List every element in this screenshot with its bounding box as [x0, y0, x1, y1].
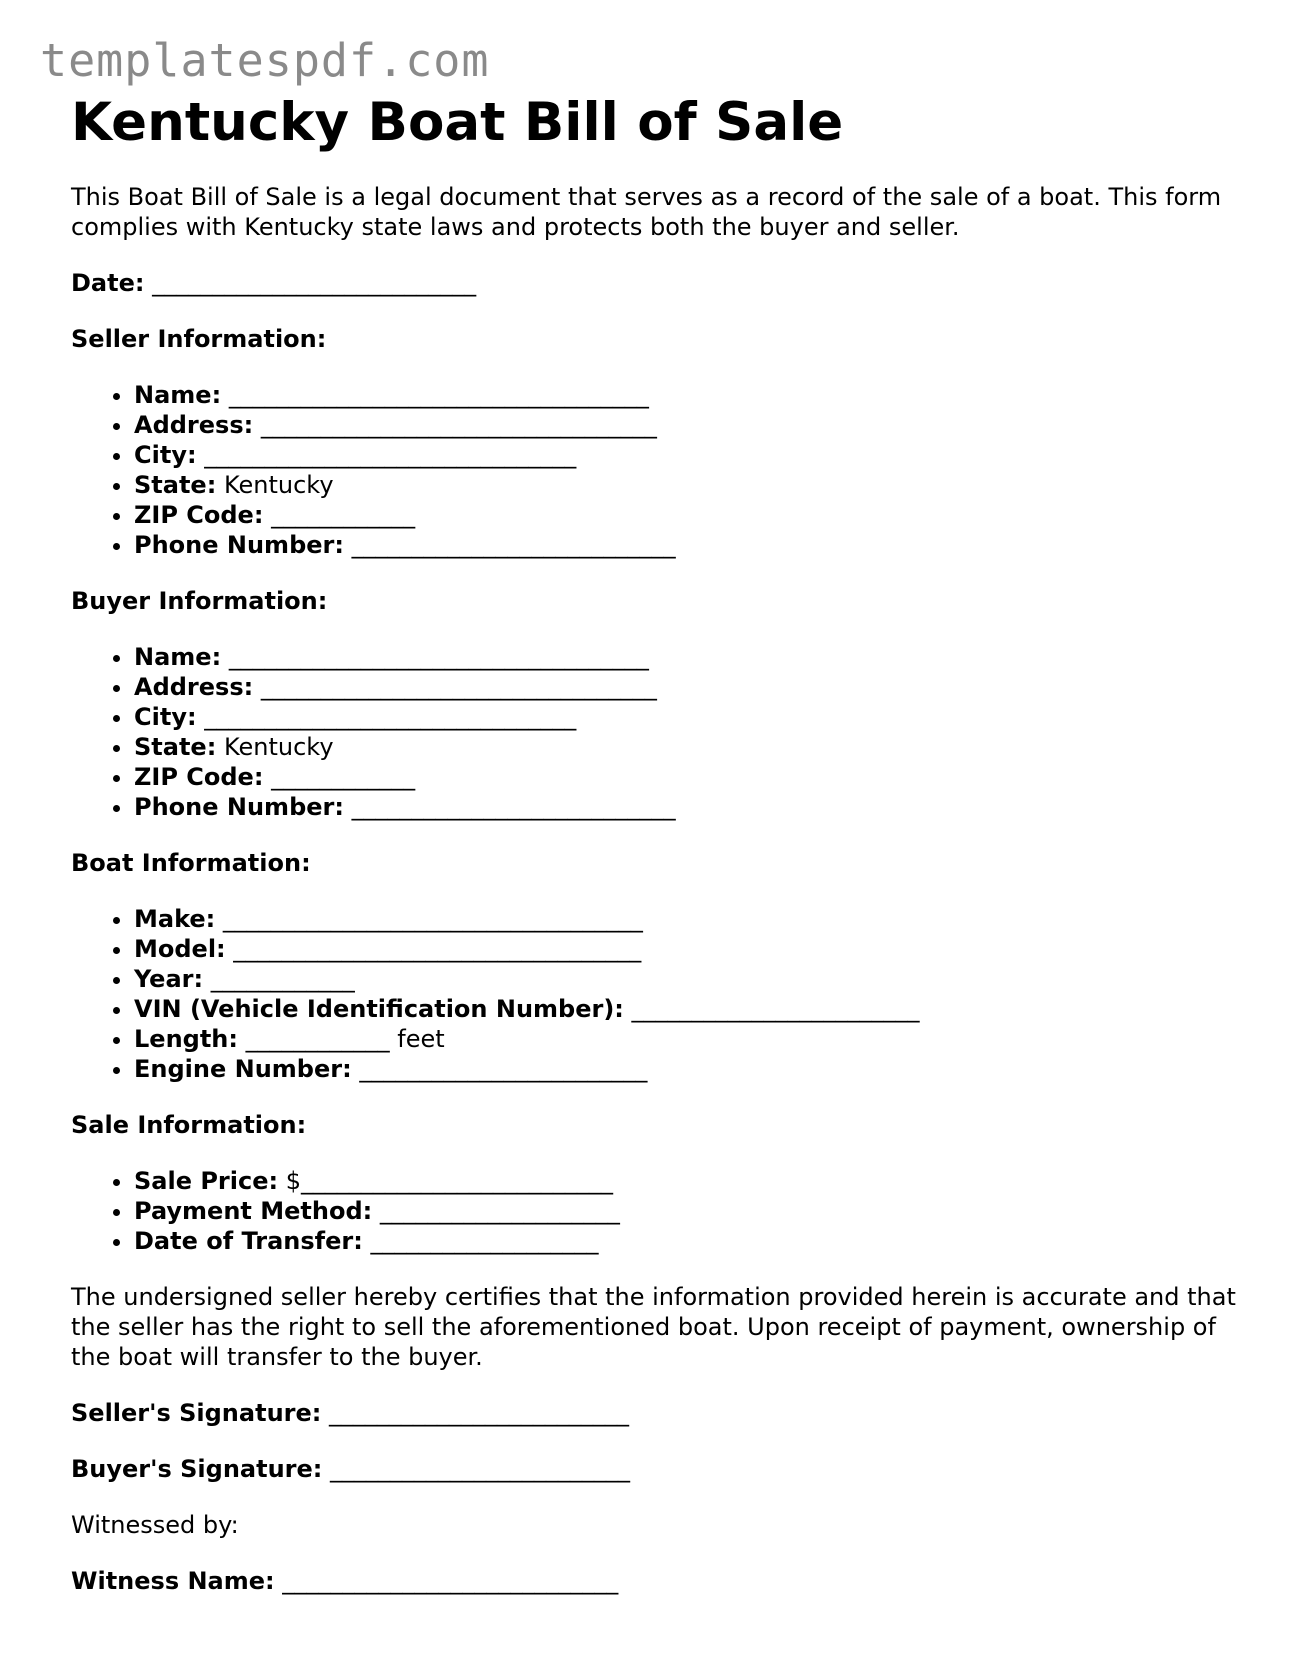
buyer-name-field[interactable]	[134, 642, 1251, 672]
sale-price-field[interactable]	[134, 1166, 1251, 1196]
field-blank[interactable]: _________________________________	[260, 411, 657, 439]
date-of-transfer-field[interactable]	[134, 1226, 1251, 1256]
field-label: Sale Price:	[134, 1167, 279, 1195]
field-value: Kentucky	[223, 471, 334, 499]
buyer-zip-field[interactable]	[134, 762, 1251, 792]
field-label: ZIP Code:	[134, 501, 264, 529]
field-label: State:	[134, 733, 217, 761]
field-label: Make:	[134, 905, 216, 933]
seller-section-title: Seller Information:	[71, 325, 327, 353]
seller-address-field[interactable]	[134, 410, 1251, 440]
field-blank[interactable]: ____________	[210, 965, 355, 993]
date-label: Date:	[71, 269, 145, 297]
field-blank[interactable]: _______________________________	[204, 441, 577, 469]
field-label: State:	[134, 471, 217, 499]
field-blank[interactable]: _______________________________	[204, 703, 577, 731]
field-label: Phone Number:	[134, 531, 344, 559]
field-label: Address:	[134, 411, 254, 439]
date-blank[interactable]: ___________________________	[152, 269, 477, 297]
field-blank[interactable]: $__________________________	[285, 1167, 614, 1195]
field-blank[interactable]: ___________________________	[351, 531, 676, 559]
field-label: Length:	[134, 1025, 238, 1053]
seller-city-field[interactable]	[134, 440, 1251, 470]
buyer-signature-label: Buyer's Signature:	[71, 1455, 323, 1483]
field-label: Name:	[134, 643, 222, 671]
field-blank[interactable]: ___________________________________	[228, 381, 649, 409]
field-label: City:	[134, 703, 197, 731]
field-blank[interactable]: ____________________	[379, 1197, 620, 1225]
field-blank[interactable]: ____________	[271, 763, 416, 791]
field-value: Kentucky	[223, 733, 334, 761]
field-blank[interactable]: ________________________	[359, 1055, 648, 1083]
seller-signature-blank[interactable]: _________________________	[329, 1399, 629, 1427]
witness-name-field[interactable]	[71, 1566, 1251, 1596]
field-blank[interactable]: ____________	[271, 501, 416, 529]
field-label: VIN (Vehicle Identification Number):	[134, 995, 624, 1023]
payment-method-field[interactable]	[134, 1196, 1251, 1226]
field-blank[interactable]: ___________________	[370, 1227, 599, 1255]
seller-signature-label: Seller's Signature:	[71, 1399, 322, 1427]
field-blank[interactable]: ________________________	[631, 995, 920, 1023]
field-blank[interactable]: ___________________________________	[222, 905, 643, 933]
buyer-address-field[interactable]	[134, 672, 1251, 702]
field-label: Payment Method:	[134, 1197, 373, 1225]
field-label: City:	[134, 441, 197, 469]
buyer-fields	[71, 642, 1251, 822]
buyer-state-field	[134, 732, 1251, 762]
boat-vin-field[interactable]	[134, 994, 1251, 1024]
buyer-section-title: Buyer Information:	[71, 587, 328, 615]
seller-signature-field[interactable]	[71, 1398, 1251, 1428]
boat-year-field[interactable]	[134, 964, 1251, 994]
date-field[interactable]	[71, 268, 1251, 298]
boat-length-field[interactable]	[134, 1024, 1251, 1054]
seller-state-field	[134, 470, 1251, 500]
field-label: Engine Number:	[134, 1055, 352, 1083]
buyer-city-field[interactable]	[134, 702, 1251, 732]
document-page	[71, 90, 1251, 1596]
buyer-signature-field[interactable]	[71, 1454, 1251, 1484]
seller-zip-field[interactable]	[134, 500, 1251, 530]
document-title: Kentucky Boat Bill of Sale	[71, 92, 844, 153]
boat-make-field[interactable]	[134, 904, 1251, 934]
boat-section-title: Boat Information:	[71, 849, 311, 877]
field-label: Phone Number:	[134, 793, 344, 821]
buyer-phone-field[interactable]	[134, 792, 1251, 822]
seller-phone-field[interactable]	[134, 530, 1251, 560]
field-blank[interactable]: __________________________________	[233, 935, 642, 963]
witness-name-label: Witness Name:	[71, 1567, 275, 1595]
watermark: templatespdf.com	[40, 34, 490, 87]
witness-name-blank[interactable]: ____________________________	[282, 1567, 619, 1595]
sale-fields	[71, 1166, 1251, 1256]
boat-engine-field[interactable]	[134, 1054, 1251, 1084]
field-label: Name:	[134, 381, 222, 409]
field-label: Address:	[134, 673, 254, 701]
field-label: Model:	[134, 935, 226, 963]
boat-fields	[71, 904, 1251, 1084]
certification-paragraph: The undersigned seller hereby certifies that the information provided herein is accurate and that the seller has the right to sell the aforementioned boat. Upon receipt of payment, ownership of the boat will transfer to the buyer.	[71, 1283, 1236, 1371]
field-blank[interactable]: _________________________________	[260, 673, 657, 701]
sale-section-title: Sale Information:	[71, 1111, 307, 1139]
intro-paragraph: This Boat Bill of Sale is a legal document that serves as a record of the sale of a boat. This form complies with Kentucky state laws and protects both the buyer and seller.	[71, 183, 1222, 241]
seller-name-field[interactable]	[134, 380, 1251, 410]
field-blank[interactable]: ___________________________	[351, 793, 676, 821]
buyer-signature-blank[interactable]: _________________________	[330, 1455, 631, 1483]
field-blank[interactable]: ____________ feet	[245, 1025, 445, 1053]
field-label: Year:	[134, 965, 204, 993]
field-label: Date of Transfer:	[134, 1227, 363, 1255]
witnessed-by-text: Witnessed by:	[71, 1511, 239, 1539]
seller-fields	[71, 380, 1251, 560]
field-label: ZIP Code:	[134, 763, 264, 791]
boat-model-field[interactable]	[134, 934, 1251, 964]
field-blank[interactable]: ___________________________________	[228, 643, 649, 671]
